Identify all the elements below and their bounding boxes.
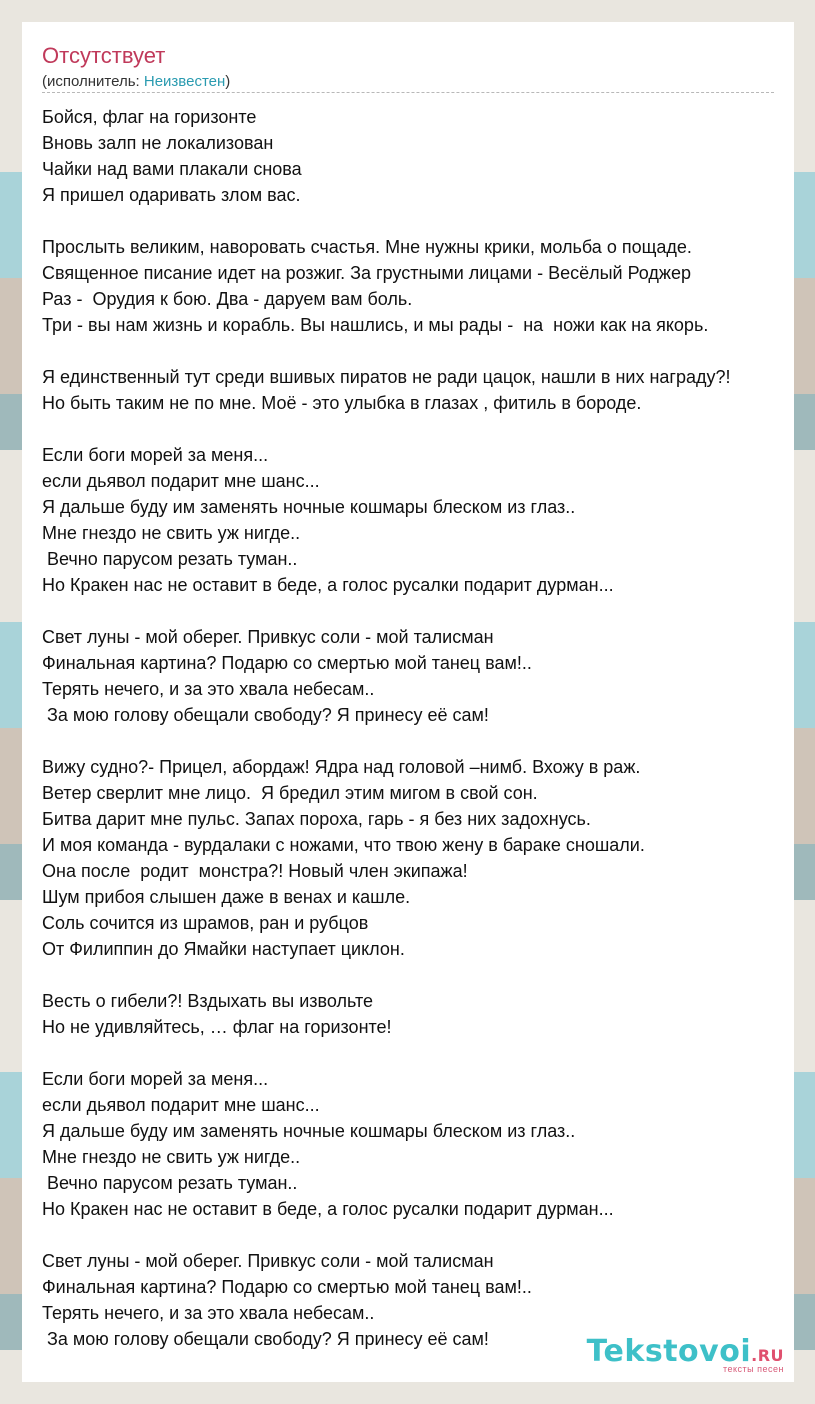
- logo-tld: .RU: [751, 1346, 784, 1365]
- header-divider: [42, 92, 774, 93]
- performer-suffix: ): [225, 73, 231, 90]
- lyric-line: Мне гнездо не свить уж нигде..: [42, 523, 301, 543]
- performer-prefix: (исполнитель:: [42, 73, 144, 90]
- lyric-line: Вижу судно?- Прицел, абордаж! Ядра над головой –нимб. Вхожу в раж.: [42, 757, 641, 777]
- lyric-line: Шум прибоя слышен даже в венах и кашле.: [42, 887, 411, 907]
- lyric-line: Мне гнездо не свить уж нигде..: [42, 1147, 301, 1167]
- lyric-blank-line: [42, 416, 794, 442]
- lyric-line: Я пришел одаривать злом вас.: [42, 185, 301, 205]
- lyric-line: Но быть таким не по мне. Моё - это улыбка в глазах , фитиль в бороде.: [42, 393, 642, 413]
- lyric-line: Если боги морей за меня...: [42, 445, 269, 465]
- performer-link[interactable]: Неизвестен: [143, 73, 226, 90]
- lyric-line: Ветер сверлит мне лицо. Я бредил этим мигом в свой сон.: [42, 783, 538, 803]
- lyric-line: Свет луны - мой оберег. Привкус соли - мой талисман: [42, 627, 494, 647]
- lyric-line: Но Кракен нас не оставит в беде, а голос русалки подарит дурман...: [42, 1199, 614, 1219]
- lyric-line: Вечно парусом резать туман..: [42, 1173, 298, 1193]
- lyric-blank-line: [42, 728, 794, 754]
- lyric-line: Она после родит монстра?! Новый член экипажа!: [42, 861, 468, 881]
- lyric-line: Бойся, флаг на горизонте: [42, 107, 257, 127]
- lyric-line: Священное писание идет на розжиг. За грустными лицами - Весёлый Роджер: [42, 263, 691, 283]
- lyric-line: Вечно парусом резать туман..: [42, 549, 298, 569]
- lyric-line: Но не удивляйтесь, … флаг на горизонте!: [42, 1017, 392, 1037]
- lyric-line: От Филиппин до Ямайки наступает циклон.: [42, 939, 405, 959]
- logo-brand-name: Tekstovoi: [586, 1334, 752, 1369]
- lyric-line: Свет луны - мой оберег. Привкус соли - мой талисман: [42, 1251, 494, 1271]
- lyric-line: Три - вы нам жизнь и корабль. Вы нашлись, и мы рады - на ножи как на якорь.: [42, 315, 709, 335]
- lyric-line: Весть о гибели?! Вздыхать вы извольте: [42, 991, 374, 1011]
- song-title: Отсутствует: [42, 43, 166, 68]
- logo-tagline: тексты песен: [722, 1364, 784, 1374]
- lyric-line: Терять нечего, и за это хвала небесам..: [42, 1303, 375, 1323]
- lyric-line: если дьявол подарит мне шанс...: [42, 1095, 320, 1115]
- lyric-line: если дьявол подарит мне шанс...: [42, 471, 320, 491]
- lyric-blank-line: [42, 208, 794, 234]
- lyrics-text: [42, 104, 794, 1352]
- lyric-line: Но Кракен нас не оставит в беде, а голос русалки подарит дурман...: [42, 575, 614, 595]
- lyric-blank-line: [42, 338, 794, 364]
- lyric-line: Терять нечего, и за это хвала небесам..: [42, 679, 375, 699]
- lyric-line: Финальная картина? Подарю со смертью мой танец вам!..: [42, 1277, 532, 1297]
- lyric-blank-line: [42, 962, 794, 988]
- lyric-line: За мою голову обещали свободу? Я принесу её сам!: [42, 705, 489, 725]
- lyric-line: Битва дарит мне пульс. Запах пороха, гарь - я без них задохнусь.: [42, 809, 591, 829]
- lyric-line: Вновь залп не локализован: [42, 133, 274, 153]
- lyric-line: Я дальше буду им заменять ночные кошмары блеском из глаз..: [42, 1121, 576, 1141]
- lyric-blank-line: [42, 598, 794, 624]
- lyric-line: Я дальше буду им заменять ночные кошмары блеском из глаз..: [42, 497, 576, 517]
- lyric-line: Чайки над вами плакали снова: [42, 159, 302, 179]
- lyric-line: За мою голову обещали свободу? Я принесу её сам!: [42, 1329, 489, 1349]
- lyric-line: Раз - Орудия к бою. Два - даруем вам боль.: [42, 289, 413, 309]
- lyric-blank-line: [42, 1040, 794, 1066]
- lyrics-card: [22, 22, 794, 1382]
- lyric-line: Соль сочится из шрамов, ран и рубцов: [42, 913, 369, 933]
- lyric-line: Финальная картина? Подарю со смертью мой танец вам!..: [42, 653, 532, 673]
- lyric-line: Если боги морей за меня...: [42, 1069, 269, 1089]
- lyric-line: И моя команда - вурдалаки с ножами, что твою жену в бараке сношали.: [42, 835, 645, 855]
- lyric-blank-line: [42, 1222, 794, 1248]
- lyric-line: Прослыть великим, наворовать счастья. Мне нужны крики, мольба о пощаде.: [42, 237, 692, 257]
- lyric-line: Я единственный тут среди вшивых пиратов не ради цацок, нашли в них награду?!: [42, 367, 731, 387]
- performer-line: [42, 73, 230, 91]
- site-logo[interactable]: [586, 1334, 784, 1374]
